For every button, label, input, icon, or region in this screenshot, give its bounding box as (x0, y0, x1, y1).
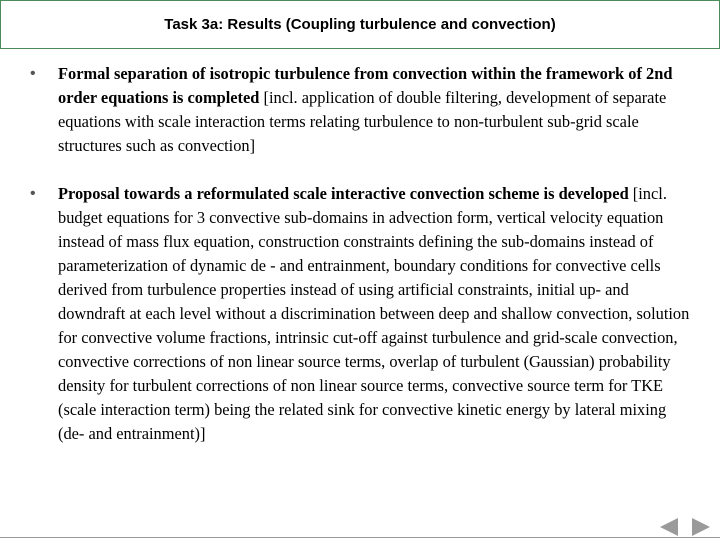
slide-navigation (660, 518, 710, 536)
bullet-item-separation (0, 62, 720, 158)
bullet-list (0, 62, 720, 446)
next-slide-icon[interactable] (692, 518, 710, 536)
previous-slide-icon[interactable] (660, 518, 678, 536)
bullet-dot-icon: • (30, 185, 36, 202)
bullet-detail-text: [incl. budget equations for 3 convective sub-domains in advection form, vertical velocity equation instead of mass flux equation, construction constraints defining the sub-domains instead of parameterization of dynamic de - and entrainment, boundary conditions for convective cells derived from turbulence properties instead of using artificial constraints, initial up- and downdraft at each level without a discrimination between deep and shallow convection, solution for convective volume fractions, intrinsic cut-off against turbulence and grid-scale convection, convective corrections of non linear source terms, overlap of turbulent (Gaussian) probability density for turbulent corrections of non linear source terms, convective source term for TKE (scale interaction term) being the related sink for convective kinetic energy by lateral mixing (de- and entrainment)] (58, 184, 690, 443)
bullet-item-convection-scheme (0, 182, 720, 446)
title-bar (0, 0, 720, 49)
bullet-bold-text: Formal separation of isotropic turbulence from convection within the framework of 2nd order equations is completed (58, 64, 673, 107)
bullet-bold-text: Proposal towards a reformulated scale interactive convection scheme is developed (58, 184, 629, 203)
bullet-dot-icon: • (30, 65, 36, 82)
bullet-detail-text: [incl. application of double filtering, development of separate equations with scale interaction terms relating turbulence to non-turbulent sub-grid scale structures such as convection] (58, 88, 667, 155)
slide-title: Task 3a: Results (Coupling turbulence and convection) (164, 16, 556, 33)
footer-divider (0, 537, 720, 538)
